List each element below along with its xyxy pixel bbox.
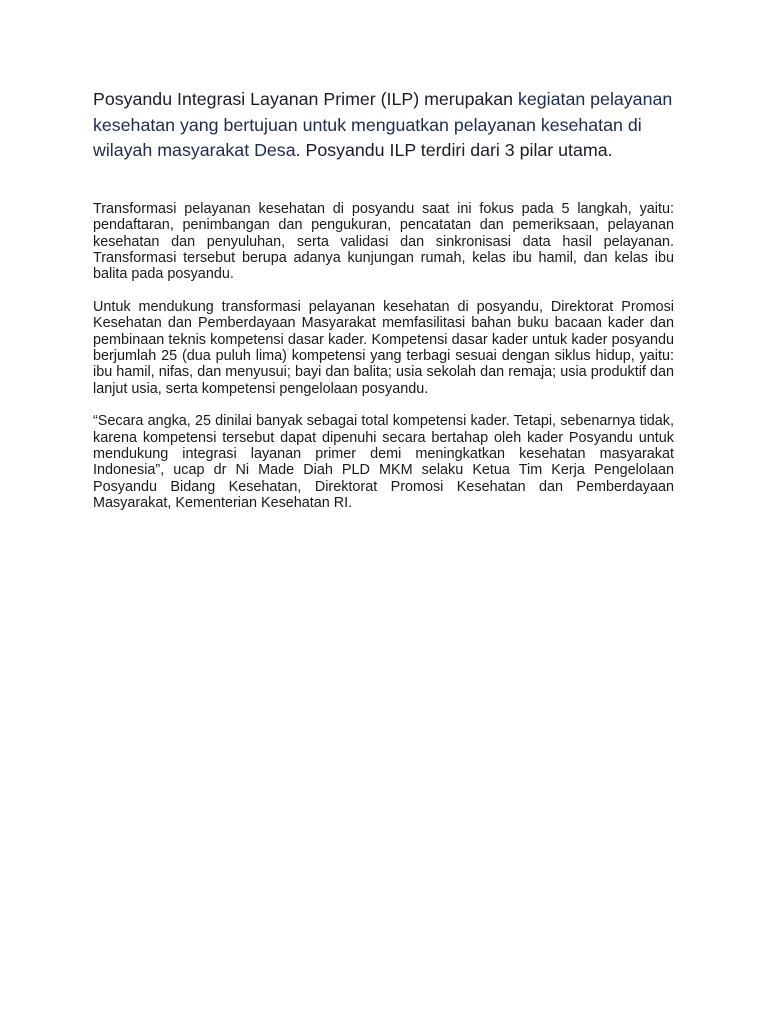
body-paragraph-kompetensi: Untuk mendukung transformasi pelayanan kesehatan di posyandu, Direktorat Promosi Kesehatan dan Pemberdayaan Masyarakat memfasilitasi bahan buku bacaan kader dan pembinaan teknis kompetensi dasar kader. Kompetensi dasar kader untuk kader posyandu berjumlah 25 (dua puluh lima) kompetensi yang terbagi sesuai dengan siklus hidup, yaitu: ibu hamil, nifas, dan menyusui; bayi dan balita; usia sekolah dan remaja; usia produktif dan lanjut usia, serta kompetensi pengelolaan posyandu. <box>93 298 674 397</box>
body-paragraph-transformasi: Transformasi pelayanan kesehatan di posyandu saat ini fokus pada 5 langkah, yaitu: pendaftaran, penimbangan dan pengukuran, pencatatan dan pemeriksaan, pelayanan kesehatan dan penyuluhan, serta validasi dan sinkronisasi data hasil pelayanan. Transformasi tersebut berupa adanya kunjungan rumah, kelas ibu hamil, dan kelas ibu balita pada posyandu. <box>93 200 674 283</box>
intro-text-start: Posyandu Integrasi Layanan Primer (ILP) merupakan <box>93 89 518 109</box>
document-content <box>93 87 674 512</box>
intro-text-end: . Posyandu ILP terdiri dari 3 pilar utama. <box>295 140 613 161</box>
body-paragraph-quote: “Secara angka, 25 dinilai banyak sebagai total kompetensi kader. Tetapi, sebenarnya tidak, karena kompetensi tersebut dapat dipenuhi secara bertahap oleh kader Posyandu untuk mendukung integrasi layanan primer demi meningkatkan kesehatan masyarakat Indonesia”, ucap dr Ni Made Diah PLD MKM selaku Ketua Tim Kerja Pengelolaan Posyandu Bidang Kesehatan, Direktorat Promosi Kesehatan dan Pemberdayaan Masyarakat, Kementerian Kesehatan RI. <box>93 413 674 512</box>
intro-paragraph <box>93 87 674 164</box>
intro-highlight-text: kegiatan pelayanan kesehatan yang bertujuan untuk menguatkan pelayanan kesehatan di wilayah masyarakat Desa <box>93 89 673 161</box>
